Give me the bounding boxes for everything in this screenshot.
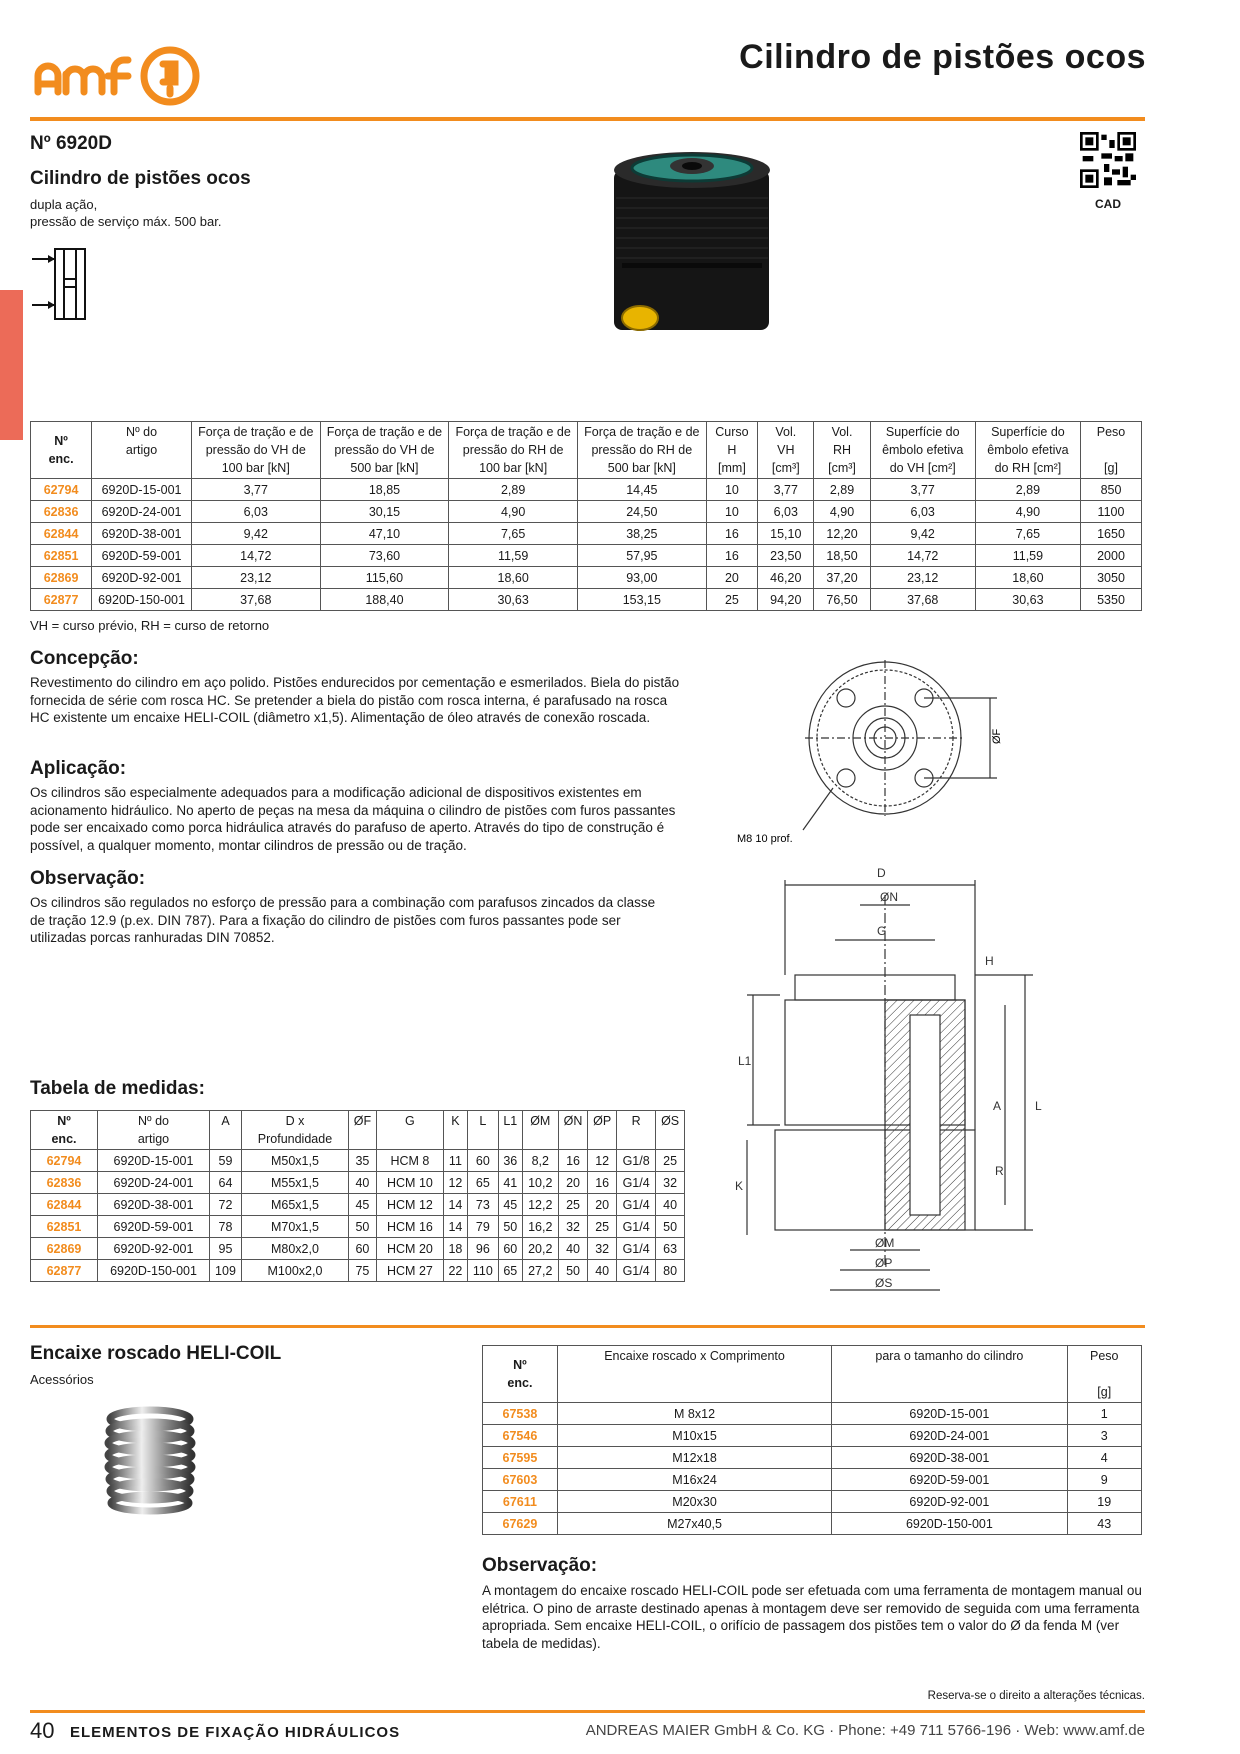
table-cell: 59 — [210, 1150, 242, 1172]
helicoil-header: para o tamanho do cilindro — [832, 1346, 1067, 1403]
page-title: Cilindro de pistões ocos — [739, 38, 1146, 76]
table-cell: 14 — [443, 1194, 467, 1216]
table-cell: 6920D-92-001 — [98, 1238, 210, 1260]
order-number-link[interactable]: 62869 — [31, 1238, 98, 1260]
table-cell: 64 — [210, 1172, 242, 1194]
order-number-link[interactable]: 62877 — [31, 589, 92, 611]
table-cell: 43 — [1067, 1513, 1141, 1535]
table-cell: 30,63 — [975, 589, 1080, 611]
table-cell: 6,03 — [191, 501, 320, 523]
medidas-header: A — [210, 1111, 242, 1150]
table-cell: 11,59 — [449, 545, 578, 567]
page-number: 40 — [30, 1718, 55, 1743]
table-cell: 16 — [588, 1172, 617, 1194]
table-cell: 93,00 — [577, 567, 706, 589]
svg-text:ØM: ØM — [875, 1236, 895, 1250]
table-cell: 4,90 — [975, 501, 1080, 523]
svg-text:A: A — [993, 1099, 1002, 1113]
product-desc-1: dupla ação, — [30, 197, 98, 212]
observacao2-text: A montagem do encaixe roscado HELI-COIL pode ser efetuada com uma ferramenta de montagem manual ou elétrica. O pino de arraste destinado apenas à montagem deve ser removido de seguida com uma ferramenta apropriada. Sem encaixe HELI-COIL, o orifício de passagem dos pistões tem o valor do Ø da fenda M (ver tabela de medidas). — [482, 1583, 1142, 1651]
table-cell: 6920D-150-001 — [98, 1260, 210, 1282]
table-cell: M80x2,0 — [241, 1238, 348, 1260]
table-cell: 32 — [588, 1238, 617, 1260]
table-cell: 37,68 — [191, 589, 320, 611]
table-cell: 3 — [1067, 1425, 1141, 1447]
table-cell: 65 — [467, 1172, 498, 1194]
table-row — [31, 1194, 685, 1216]
medidas-header: K — [443, 1111, 467, 1150]
header-rule — [30, 117, 1145, 121]
table-cell: 6920D-92-001 — [832, 1491, 1067, 1513]
svg-text:K: K — [735, 1179, 744, 1193]
table-row — [31, 523, 1142, 545]
table-row — [31, 589, 1142, 611]
table-cell: 4,90 — [449, 501, 578, 523]
svg-text:ØS: ØS — [875, 1276, 893, 1290]
table-cell: 50 — [656, 1216, 685, 1238]
table-cell: 73 — [467, 1194, 498, 1216]
table-cell: 16 — [706, 545, 758, 567]
table-cell: 11,59 — [975, 545, 1080, 567]
table-cell: 10 — [706, 479, 758, 501]
table-cell: 110 — [467, 1260, 498, 1282]
table-cell: 16 — [706, 523, 758, 545]
table-row — [483, 1403, 1142, 1425]
main-table-header: Força de tração e de pressão do RH de 500 bar [kN] — [577, 422, 706, 479]
table-cell: 41 — [498, 1172, 522, 1194]
table-row — [31, 1260, 685, 1282]
medidas-header: Nº do artigo — [98, 1111, 210, 1150]
table-cell: 11 — [443, 1150, 467, 1172]
order-number-link[interactable]: 67611 — [483, 1491, 558, 1513]
table-row — [483, 1491, 1142, 1513]
table-cell: 9 — [1067, 1469, 1141, 1491]
table-cell: 18 — [443, 1238, 467, 1260]
medidas-header: ØN — [558, 1111, 588, 1150]
medidas-header: ØS — [656, 1111, 685, 1150]
main-table-header: Força de tração e de pressão do RH de 100 bar [kN] — [449, 422, 578, 479]
table-cell: 23,12 — [870, 567, 975, 589]
table-cell: 47,10 — [320, 523, 449, 545]
table-cell: 35 — [348, 1150, 376, 1172]
main-table-header: Nº do artigo — [92, 422, 192, 479]
medidas-title: Tabela de medidas: — [30, 1078, 205, 1099]
table-cell: 27,2 — [522, 1260, 558, 1282]
table-cell: 3050 — [1081, 567, 1142, 589]
order-number-link[interactable]: 62844 — [31, 523, 92, 545]
table-row — [31, 1172, 685, 1194]
table-cell: 4,90 — [814, 501, 870, 523]
table-cell: 1650 — [1081, 523, 1142, 545]
table-row — [483, 1425, 1142, 1447]
table-cell: 14,72 — [191, 545, 320, 567]
table-row — [31, 545, 1142, 567]
table-cell: 6920D-24-001 — [92, 501, 192, 523]
table-cell: 3,77 — [870, 479, 975, 501]
table-cell: M12x18 — [557, 1447, 831, 1469]
order-number-link[interactable]: 67595 — [483, 1447, 558, 1469]
table-cell: 40 — [588, 1260, 617, 1282]
table-cell: G1/4 — [617, 1216, 656, 1238]
table-cell: 30,63 — [449, 589, 578, 611]
table-cell: M70x1,5 — [241, 1216, 348, 1238]
table-cell: 10 — [706, 501, 758, 523]
table-cell: M65x1,5 — [241, 1194, 348, 1216]
helicoil-photo — [100, 1405, 200, 1515]
table-cell: 20 — [558, 1172, 588, 1194]
order-number-link[interactable]: 67629 — [483, 1513, 558, 1535]
product-number: Nº 6920D — [30, 133, 112, 154]
table-cell: 6920D-59-001 — [92, 545, 192, 567]
order-number-link[interactable]: 62851 — [31, 1216, 98, 1238]
table-cell: 75 — [348, 1260, 376, 1282]
table-cell: 25 — [588, 1216, 617, 1238]
footer-company: ANDREAS MAIER GmbH & Co. KG · Phone: +49 711 5766-196 · Web: www.amf.de — [585, 1722, 1145, 1739]
table-cell: HCM 8 — [376, 1150, 443, 1172]
table-cell: 25 — [558, 1194, 588, 1216]
main-table-header: Vol. VH [cm³] — [758, 422, 814, 479]
svg-text:L: L — [1035, 1099, 1042, 1113]
table-cell: 12 — [588, 1150, 617, 1172]
order-number-link[interactable]: 67603 — [483, 1469, 558, 1491]
table-cell: 115,60 — [320, 567, 449, 589]
section-view-drawing — [735, 865, 1055, 1295]
observacao-title: Observação: — [30, 868, 146, 889]
table-cell: 30,15 — [320, 501, 449, 523]
main-table-header: Superfície do êmbolo efetiva do RH [cm²] — [975, 422, 1080, 479]
helicoil-title: Encaixe roscado HELI-COIL — [30, 1343, 282, 1364]
table-cell: 9,42 — [191, 523, 320, 545]
table-cell: 2,89 — [975, 479, 1080, 501]
table-cell: 63 — [656, 1238, 685, 1260]
table-row — [31, 1238, 685, 1260]
svg-text:G: G — [877, 924, 887, 938]
table-cell: G1/8 — [617, 1150, 656, 1172]
table-cell: HCM 16 — [376, 1216, 443, 1238]
table-cell: 45 — [498, 1194, 522, 1216]
table-cell: 109 — [210, 1260, 242, 1282]
table-cell: 18,60 — [975, 567, 1080, 589]
table-cell: 20 — [588, 1194, 617, 1216]
dim-f-label: ØF — [991, 728, 1003, 744]
table-cell: 46,20 — [758, 567, 814, 589]
table-cell: 153,15 — [577, 589, 706, 611]
table-cell: 40 — [656, 1194, 685, 1216]
observacao-text: Os cilindros são regulados no esforço de pressão para a combinação com parafusos zincados da classe de tração 12.9 (p.ex. DIN 787). Para a fixação do cilindro de pistões com furos passantes pode ser utilizadas porcas ranhuradas DIN 70852. — [30, 895, 656, 945]
medidas-header: Nº enc. — [31, 1111, 98, 1150]
table-cell: 1 — [1067, 1403, 1141, 1425]
table-cell: 40 — [558, 1238, 588, 1260]
table-cell: 2000 — [1081, 545, 1142, 567]
table-cell: 850 — [1081, 479, 1142, 501]
table-cell: 6920D-15-001 — [92, 479, 192, 501]
medidas-table — [30, 1110, 685, 1282]
table-cell: 45 — [348, 1194, 376, 1216]
table-row — [483, 1447, 1142, 1469]
table-cell: 6,03 — [758, 501, 814, 523]
helicoil-header: Nº enc. — [483, 1346, 558, 1403]
table-cell: 20 — [706, 567, 758, 589]
section-rule — [30, 1325, 1145, 1328]
table-cell: M50x1,5 — [241, 1150, 348, 1172]
table-cell: M27x40,5 — [557, 1513, 831, 1535]
observacao2-title: Observação: — [482, 1555, 598, 1576]
main-table-header: Vol. RH [cm³] — [814, 422, 870, 479]
table-cell: 6,03 — [870, 501, 975, 523]
footer-rule — [30, 1710, 1145, 1713]
table-cell: 94,20 — [758, 589, 814, 611]
table-cell: 6920D-38-001 — [92, 523, 192, 545]
medidas-header: L1 — [498, 1111, 522, 1150]
table-cell: 18,85 — [320, 479, 449, 501]
table-cell: 50 — [348, 1216, 376, 1238]
table-cell: M20x30 — [557, 1491, 831, 1513]
table-cell: 12 — [443, 1172, 467, 1194]
table-cell: 6920D-59-001 — [98, 1216, 210, 1238]
table-cell: 60 — [467, 1150, 498, 1172]
amf-logo — [30, 40, 220, 110]
table-cell: 6920D-38-001 — [98, 1194, 210, 1216]
medidas-header: D x Profundidade — [241, 1111, 348, 1150]
table-cell: 72 — [210, 1194, 242, 1216]
concepcao-text: Revestimento do cilindro em aço polido. Pistões endurecidos por cementação e esmerilados. Biela do pistão fornecida de série com rosca HC. Se pretender a biela do pistão com rosca interna, é parafusado na rosca HC existente um encaixe HELI-COIL (diâmetro x1,5). Alimentação de óleo através de conexão roscada. — [30, 675, 680, 725]
table-cell: 2,89 — [449, 479, 578, 501]
table-cell: 6920D-15-001 — [98, 1150, 210, 1172]
table-cell: 7,65 — [975, 523, 1080, 545]
table-cell: M55x1,5 — [241, 1172, 348, 1194]
table-cell: G1/4 — [617, 1194, 656, 1216]
main-table-header: Curso H [mm] — [706, 422, 758, 479]
svg-text:R: R — [995, 1164, 1004, 1178]
medidas-header: ØM — [522, 1111, 558, 1150]
aplicacao-title: Aplicação: — [30, 758, 127, 779]
table-cell: 24,50 — [577, 501, 706, 523]
table-cell: 22 — [443, 1260, 467, 1282]
table-cell: 2,89 — [814, 479, 870, 501]
table-cell: 19 — [1067, 1491, 1141, 1513]
table-row — [483, 1513, 1142, 1535]
rights-note: Reserva-se o direito a alterações técnicas. — [927, 1690, 1145, 1702]
product-name: Cilindro de pistões ocos — [30, 168, 251, 189]
medidas-header: ØP — [588, 1111, 617, 1150]
order-number-link[interactable]: 62836 — [31, 1172, 98, 1194]
cylinder-photo — [612, 148, 772, 348]
table-cell: 12,2 — [522, 1194, 558, 1216]
medidas-header: R — [617, 1111, 656, 1150]
table-cell: 50 — [558, 1260, 588, 1282]
medidas-header: L — [467, 1111, 498, 1150]
order-number-link[interactable]: 67538 — [483, 1403, 558, 1425]
table-cell: HCM 10 — [376, 1172, 443, 1194]
order-number-link[interactable]: 67546 — [483, 1425, 558, 1447]
hydraulic-symbol-icon — [30, 243, 90, 325]
aplicacao-text: Os cilindros são especialmente adequados para a modificação adicional de dispositivos existentes em acionamento hidráulico. No aperto de peças na mesa da máquina o cilindro de pistões com furos passantes pode ser encaixado como porca hidráulica através do parafuso de aperto. Através do tipo de construção é possível, a qualquer momento, montar cilindros de pressão ou de tração. — [30, 785, 676, 853]
table-cell: 80 — [656, 1260, 685, 1282]
product-desc-2: pressão de serviço máx. 500 bar. — [30, 214, 222, 229]
order-number-link[interactable]: 62836 — [31, 501, 92, 523]
table-cell: HCM 27 — [376, 1260, 443, 1282]
table-cell: 37,68 — [870, 589, 975, 611]
table-cell: M 8x12 — [557, 1403, 831, 1425]
main-table-footnote: VH = curso prévio, RH = curso de retorno — [30, 618, 270, 633]
helicoil-table — [482, 1345, 1142, 1535]
table-cell: 15,10 — [758, 523, 814, 545]
side-tab — [0, 290, 23, 440]
cad-label[interactable]: CAD — [1095, 197, 1121, 211]
table-cell: 12,20 — [814, 523, 870, 545]
table-cell: 32 — [558, 1216, 588, 1238]
table-cell: 32 — [656, 1172, 685, 1194]
svg-text:D: D — [877, 866, 886, 880]
table-cell: 79 — [467, 1216, 498, 1238]
table-cell: 14,72 — [870, 545, 975, 567]
cad-qr-code-icon[interactable] — [1080, 132, 1136, 188]
main-table-header: Nº enc. — [31, 422, 92, 479]
table-cell: 78 — [210, 1216, 242, 1238]
svg-text:H: H — [985, 954, 994, 968]
table-cell: M100x2,0 — [241, 1260, 348, 1282]
table-cell: 14 — [443, 1216, 467, 1238]
medidas-header: ØF — [348, 1111, 376, 1150]
order-number-link[interactable]: 62794 — [31, 1150, 98, 1172]
order-number-link[interactable]: 62869 — [31, 567, 92, 589]
table-cell: 16,2 — [522, 1216, 558, 1238]
svg-text:ØN: ØN — [880, 890, 898, 904]
table-cell: 73,60 — [320, 545, 449, 567]
table-row — [483, 1469, 1142, 1491]
table-cell: 25 — [656, 1150, 685, 1172]
table-cell: 6920D-15-001 — [832, 1403, 1067, 1425]
order-number-link[interactable]: 62877 — [31, 1260, 98, 1282]
table-cell: 65 — [498, 1260, 522, 1282]
concepcao-title: Concepção: — [30, 648, 139, 669]
table-cell: 10,2 — [522, 1172, 558, 1194]
table-cell: G1/4 — [617, 1238, 656, 1260]
table-cell: 6920D-150-001 — [832, 1513, 1067, 1535]
table-cell: 3,77 — [758, 479, 814, 501]
table-cell: 18,50 — [814, 545, 870, 567]
table-cell: 60 — [348, 1238, 376, 1260]
order-number-link[interactable]: 62844 — [31, 1194, 98, 1216]
order-number-link[interactable]: 62851 — [31, 545, 92, 567]
table-cell: 3,77 — [191, 479, 320, 501]
table-cell: 95 — [210, 1238, 242, 1260]
table-cell: 18,60 — [449, 567, 578, 589]
table-cell: 4 — [1067, 1447, 1141, 1469]
table-cell: 14,45 — [577, 479, 706, 501]
table-row — [31, 567, 1142, 589]
main-table-header: Superfície do êmbolo efetiva do VH [cm²] — [870, 422, 975, 479]
table-cell: 6920D-92-001 — [92, 567, 192, 589]
table-cell: 20,2 — [522, 1238, 558, 1260]
table-cell: 60 — [498, 1238, 522, 1260]
order-number-link[interactable]: 62794 — [31, 479, 92, 501]
top-view-drawing — [735, 660, 1035, 850]
table-cell: 76,50 — [814, 589, 870, 611]
table-cell: M10x15 — [557, 1425, 831, 1447]
main-table-header: Força de tração e de pressão do VH de 100 bar [kN] — [191, 422, 320, 479]
table-row — [31, 501, 1142, 523]
table-cell: 36 — [498, 1150, 522, 1172]
table-cell: 23,12 — [191, 567, 320, 589]
table-cell: G1/4 — [617, 1172, 656, 1194]
table-row — [31, 479, 1142, 501]
table-row — [31, 1150, 685, 1172]
medidas-header: G — [376, 1111, 443, 1150]
helicoil-header: Peso [g] — [1067, 1346, 1141, 1403]
table-cell: 6920D-24-001 — [98, 1172, 210, 1194]
table-cell: 50 — [498, 1216, 522, 1238]
table-cell: 57,95 — [577, 545, 706, 567]
table-cell: 1100 — [1081, 501, 1142, 523]
table-cell: 16 — [558, 1150, 588, 1172]
table-cell: 6920D-150-001 — [92, 589, 192, 611]
table-cell: 6920D-38-001 — [832, 1447, 1067, 1469]
table-cell: 96 — [467, 1238, 498, 1260]
table-cell: 5350 — [1081, 589, 1142, 611]
footer-category: ELEMENTOS DE FIXAÇÃO HIDRÁULICOS — [70, 1724, 401, 1741]
main-table-header: Peso [g] — [1081, 422, 1142, 479]
table-cell: 6920D-24-001 — [832, 1425, 1067, 1447]
table-cell: 23,50 — [758, 545, 814, 567]
table-cell: M16x24 — [557, 1469, 831, 1491]
main-table — [30, 421, 1142, 611]
table-cell: 7,65 — [449, 523, 578, 545]
table-row — [31, 1216, 685, 1238]
svg-text:ØP: ØP — [875, 1256, 893, 1270]
table-cell: HCM 20 — [376, 1238, 443, 1260]
svg-text:L1: L1 — [738, 1054, 752, 1068]
table-cell: 38,25 — [577, 523, 706, 545]
table-cell: 40 — [348, 1172, 376, 1194]
table-cell: HCM 12 — [376, 1194, 443, 1216]
helicoil-header: Encaixe roscado x Comprimento — [557, 1346, 831, 1403]
table-cell: 9,42 — [870, 523, 975, 545]
table-cell: 188,40 — [320, 589, 449, 611]
table-cell: 8,2 — [522, 1150, 558, 1172]
table-cell: G1/4 — [617, 1260, 656, 1282]
helicoil-subtitle: Acessórios — [30, 1372, 94, 1387]
table-cell: 37,20 — [814, 567, 870, 589]
main-table-header: Força de tração e de pressão do VH de 500 bar [kN] — [320, 422, 449, 479]
table-cell: 25 — [706, 589, 758, 611]
table-cell: 6920D-59-001 — [832, 1469, 1067, 1491]
m8-label: M8 10 prof. — [737, 833, 793, 845]
